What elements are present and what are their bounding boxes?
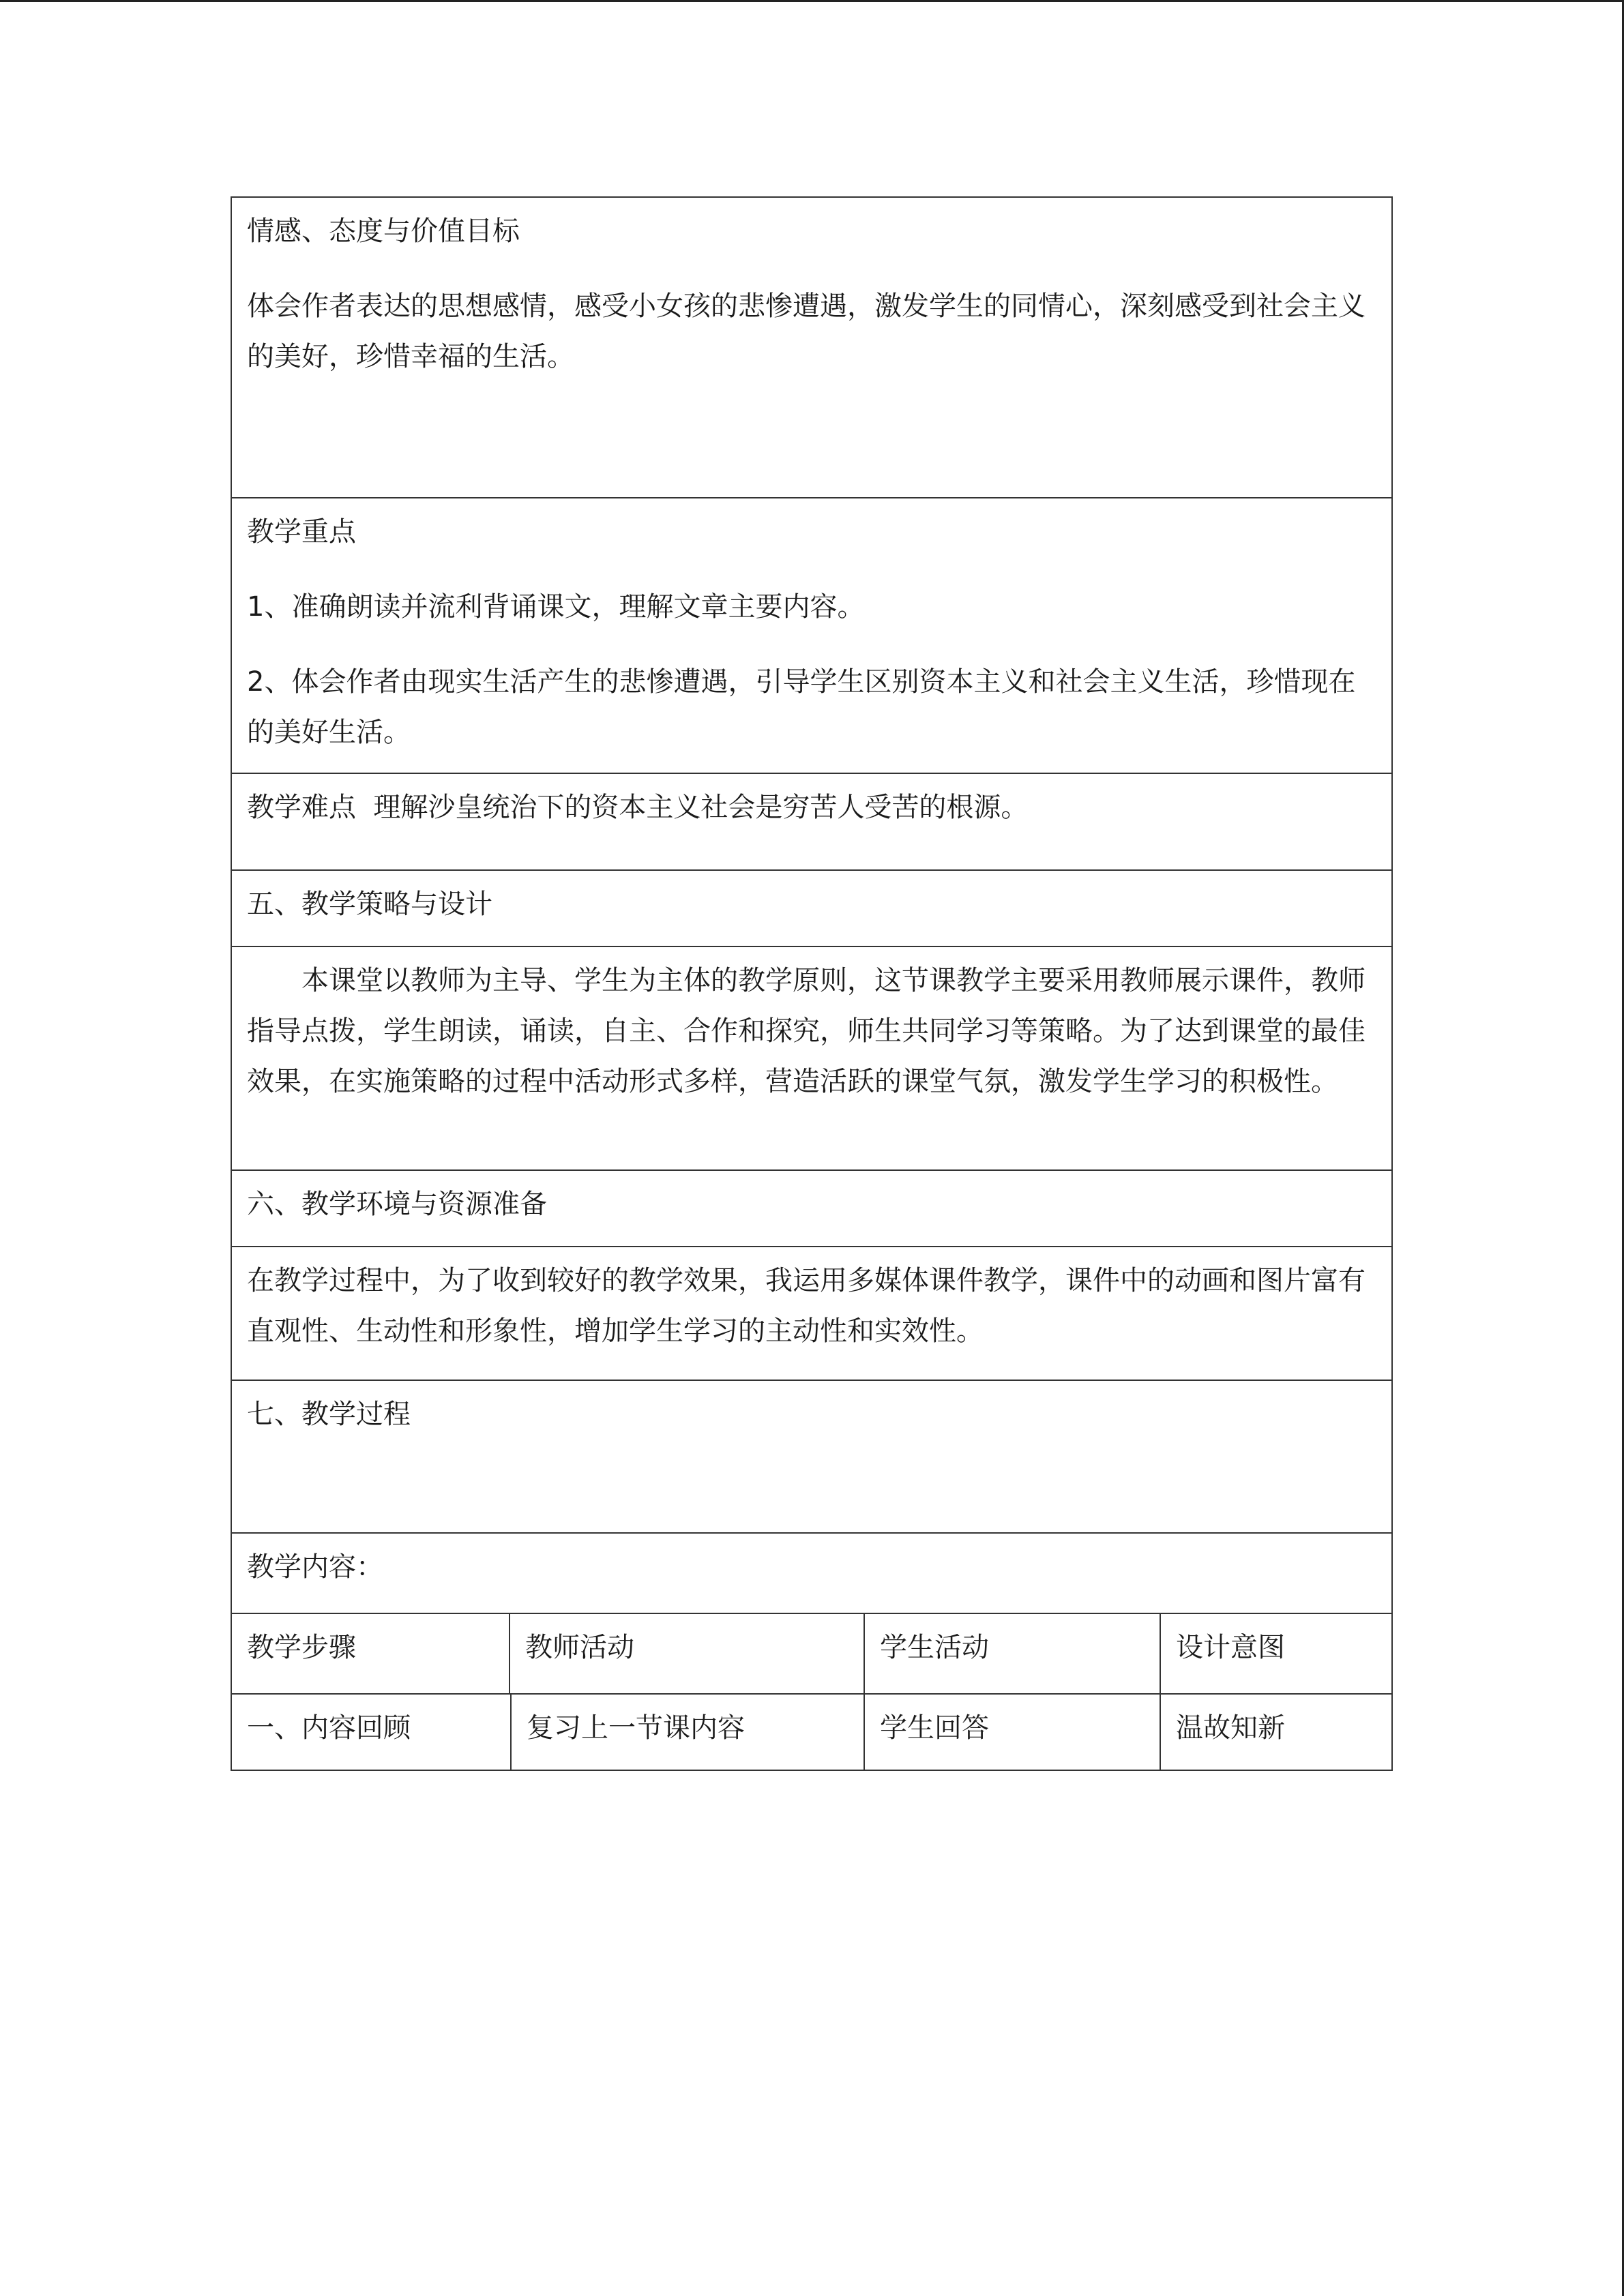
environment-title: 六、教学环境与资源准备 bbox=[247, 1189, 547, 1220]
teaching-difficulty-text: 教学难点 理解沙皇统治下的资本主义社会是穷苦人受苦的根源。 bbox=[247, 792, 1029, 823]
process-title-row bbox=[231, 1380, 1392, 1533]
content-title: 教学内容： bbox=[247, 1551, 383, 1583]
environment-body-cell bbox=[231, 1247, 1392, 1380]
teaching-focus-cell bbox=[231, 498, 1392, 773]
header-design-intent: 设计意图 bbox=[1176, 1632, 1285, 1663]
environment-body: 在教学过程中，为了收到较好的教学效果，我运用多媒体课件教学，课件中的动画和图片富有直观性、生动性和形象性，增加学生学习的主动性和实效性。 bbox=[247, 1265, 1365, 1347]
steps-header-row bbox=[231, 1613, 1392, 1694]
content-title-row bbox=[231, 1533, 1392, 1613]
header-teacher-activity: 教师活动 bbox=[510, 1614, 864, 1693]
content-title-cell bbox=[231, 1533, 1392, 1613]
emotion-goal-row bbox=[231, 197, 1392, 498]
student-activity: 学生回答 bbox=[864, 1695, 1160, 1770]
environment-body-row bbox=[231, 1247, 1392, 1380]
design-intent: 温故知新 bbox=[1176, 1712, 1285, 1744]
teaching-focus-title: 教学重点 bbox=[247, 516, 356, 548]
steps-row-1 bbox=[231, 1694, 1392, 1770]
teacher-activity: 复习上一节课内容 bbox=[511, 1695, 864, 1770]
steps-header-cell bbox=[231, 1613, 1392, 1694]
steps-header-table bbox=[232, 1614, 1391, 1693]
strategy-title-cell bbox=[231, 870, 1392, 946]
environment-title-cell bbox=[231, 1170, 1392, 1247]
page-top-edge bbox=[0, 0, 1624, 2]
strategy-title-row bbox=[231, 870, 1392, 946]
steps-row-1-cell bbox=[231, 1694, 1392, 1770]
teaching-focus-row bbox=[231, 498, 1392, 773]
header-student-activity: 学生活动 bbox=[864, 1614, 1160, 1693]
emotion-goal-body: 体会作者表达的思想感情，感受小女孩的悲惨遭遇，激发学生的同情心，深刻感受到社会主义的美好，珍惜幸福的生活。 bbox=[247, 290, 1365, 372]
teaching-difficulty-cell bbox=[231, 773, 1392, 870]
steps-row-1-table bbox=[232, 1695, 1391, 1770]
process-title-cell bbox=[231, 1380, 1392, 1533]
process-title: 七、教学过程 bbox=[247, 1399, 411, 1430]
teaching-difficulty-row bbox=[231, 773, 1392, 870]
strategy-title: 五、教学策略与设计 bbox=[247, 889, 492, 920]
emotion-goal-title: 情感、态度与价值目标 bbox=[247, 215, 520, 247]
environment-title-row bbox=[231, 1170, 1392, 1247]
header-step: 教学步骤 bbox=[232, 1614, 510, 1693]
strategy-body-cell bbox=[231, 946, 1392, 1170]
emotion-goal-cell bbox=[231, 197, 1392, 498]
strategy-body-row bbox=[231, 946, 1392, 1170]
lesson-plan-table bbox=[231, 196, 1393, 1771]
teaching-focus-item-2: 2、体会作者由现实生活产生的悲惨遭遇，引导学生区别资本主义和社会主义生活，珍惜现在的美好生活。 bbox=[247, 666, 1356, 748]
strategy-body: 本课堂以教师为主导、学生为主体的教学原则，这节课教学主要采用教师展示课件，教师指导点拨，学生朗读，诵读，自主、合作和探究，师生共同学习等策略。为了达到课堂的最佳效果，在实施策略的过程中活动形式多样，营造活跃的课堂气氛，激发学生学习的积极性。 bbox=[247, 965, 1365, 1097]
teaching-focus-item-1: 1、准确朗读并流利背诵课文，理解文章主要内容。 bbox=[247, 591, 865, 623]
step-name: 一、内容回顾 bbox=[232, 1695, 511, 1770]
